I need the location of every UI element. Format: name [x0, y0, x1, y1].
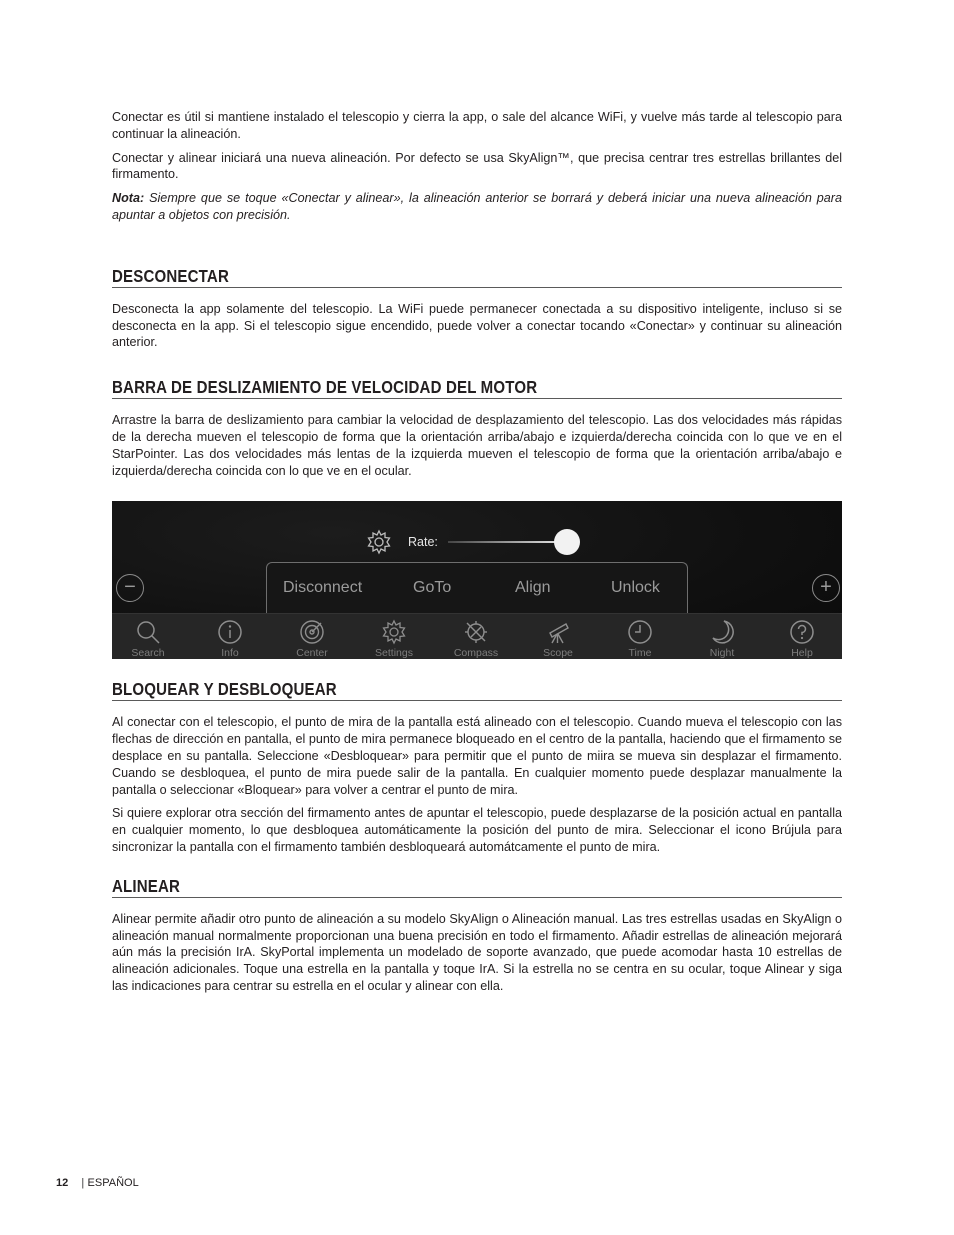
intro-paragraph-2: Conectar y alinear iniciará una nueva alineación. Por defecto se usa SkyAlign™, que precisa centrar tres estrellas brillantes del firmamento. [112, 150, 842, 182]
toolbar-night-label: Night [709, 647, 735, 660]
moon-icon [709, 619, 735, 645]
rate-slider-track[interactable] [448, 541, 556, 543]
app-screenshot [112, 501, 842, 659]
unlock-button[interactable]: Unlock [611, 579, 660, 597]
section-header-bloquear [112, 679, 842, 701]
compass-icon [463, 619, 489, 645]
footer-separator: | [81, 1177, 85, 1189]
toolbar-night[interactable] [690, 614, 754, 659]
toolbar-scope[interactable] [526, 614, 590, 659]
help-icon [789, 619, 815, 645]
goto-button[interactable]: GoTo [413, 579, 452, 597]
search-icon [135, 619, 161, 645]
toolbar-center-label: Center [296, 647, 328, 660]
footer-language: ESPAÑOL [87, 1177, 139, 1189]
disconnect-button[interactable]: Disconnect [283, 579, 363, 597]
page-content [112, 109, 842, 1002]
section-title-desconectar: DESCONECTAR [112, 265, 230, 286]
gear-icon [381, 619, 407, 645]
toolbar-compass[interactable] [444, 614, 508, 659]
toolbar-settings[interactable] [362, 614, 426, 659]
toolbar-time[interactable] [608, 614, 672, 659]
bloquear-paragraph-1: Al conectar con el telescopio, el punto de mira de la pantalla está alineado con el telescopio. Cuando mueva el telescopio con las flechas de dirección en pantalla, el punto de mira permanece bloqueado en el centro de la pantalla, haciendo que el firmamento se desplace en su pantalla. Seleccione «Desbloquear» para permitir que el punto de miira se mueva sin desplazar el firmamento. Cuando se desbloquea, el punto de mira puede salir de la pantalla. En cualquier momento puede desplazar manualmente la pantalla o seleccionar «Bloquear» para volver a centrar el punto de mira. [112, 715, 842, 797]
toolbar-settings-label: Settings [375, 647, 413, 660]
toolbar-info-label: Info [221, 647, 239, 660]
minus-icon: − [124, 576, 136, 599]
section-header-alinear [112, 876, 842, 898]
page-number: 12 [56, 1177, 69, 1189]
toolbar-compass-label: Compass [453, 647, 499, 660]
plus-icon: + [820, 576, 832, 599]
page-footer [56, 1177, 139, 1189]
clock-icon [627, 619, 653, 645]
toolbar-help[interactable] [770, 614, 834, 659]
intro-paragraph-1: Conectar es útil si mantiene instalado el telescopio y cierra la app, o sale del alcance WiFi, y vuelve más tarde al telescopio para continuar la alineación. [112, 110, 842, 141]
connection-menu [266, 562, 688, 614]
note-label: Nota: [112, 191, 145, 206]
section-title-bloquear: BLOQUEAR Y DESBLOQUEAR [112, 679, 337, 700]
toolbar-time-label: Time [628, 647, 652, 660]
bottom-toolbar [112, 613, 842, 659]
section-title-alinear: ALINEAR [112, 875, 181, 896]
toolbar-center[interactable] [280, 614, 344, 659]
alinear-paragraph: Alinear permite añadir otro punto de alineación a su modelo SkyAlign o Alineación manual. Las tres estrellas usadas en SkyAlign o alineación manual normalmente proporcionan una buena precisión en todo el firmamento. Añadir estrellas de alineación mejorará aún más la precisión IrA. SkyPortal implementa un modelado de soporte avanzado, que puede acomodar hasta 10 estrellas de alineación adicionales. Toque una estrella en la pantalla y toque IrA. Si la estrella no se centra en su ocular, toque Alinear y siga las indicaciones para centrar su estrella en el ocular y alinear con ella. [112, 911, 842, 993]
barra-paragraph: Arrastre la barra de deslizamiento para cambiar la velocidad de desplazamiento del telescopio. Las dos velocidades más rápidas de la derecha mueven el telescopio de forma que la orientación arriba/abajo e izquierda/derecha coincida con lo que ve en el StarPointer. Las dos velocidades más lentas de la izquierda mueven el telescopio de forma que la orientación arriba/abajo e izquierda/derecha coincida con lo que ve en el ocular. [112, 413, 842, 478]
toolbar-scope-label: Scope [543, 647, 573, 660]
telescope-icon [545, 619, 571, 645]
toolbar-help-label: Help [791, 647, 813, 660]
align-button[interactable]: Align [515, 579, 551, 597]
toolbar-search[interactable] [116, 614, 180, 659]
note-text: Siempre que se toque «Conectar y alinear», la alineación anterior se borrará y deberá iniciar una nueva alineación para apuntar a objetos con precisión. [112, 191, 842, 222]
target-icon [299, 619, 325, 645]
desconectar-paragraph: Desconecta la app solamente del telescopio. La WiFi puede permanecer conectada a su dispositivo inteligente, incluso si se desconecta en la app. Si el telescopio sigue encendido, puede volver a conectar tocando «Conectar» y continuar su alineación anterior. [112, 301, 842, 350]
info-icon [217, 619, 243, 645]
rate-label: Rate: [408, 535, 438, 550]
intro-note [112, 190, 842, 224]
section-title-barra: BARRA DE DESLIZAMIENTO DE VELOCIDAD DEL MOTOR [112, 377, 538, 398]
toolbar-info[interactable] [198, 614, 262, 659]
section-header-desconectar [112, 266, 842, 288]
gear-icon [366, 529, 392, 555]
toolbar-search-label: Search [131, 647, 165, 660]
bloquear-paragraph-2: Si quiere explorar otra sección del firmamento antes de apuntar el telescopio, puede desplazarse de la posición actual en pantalla en cualquier momento, lo que desbloquea automáticamente la posición del punto de mira. Seleccionar el icono Brújula para sincronizar la pantalla con el firmamento también desbloqueará automátcamente el punto de mira. [112, 806, 842, 854]
section-header-barra [112, 377, 842, 399]
